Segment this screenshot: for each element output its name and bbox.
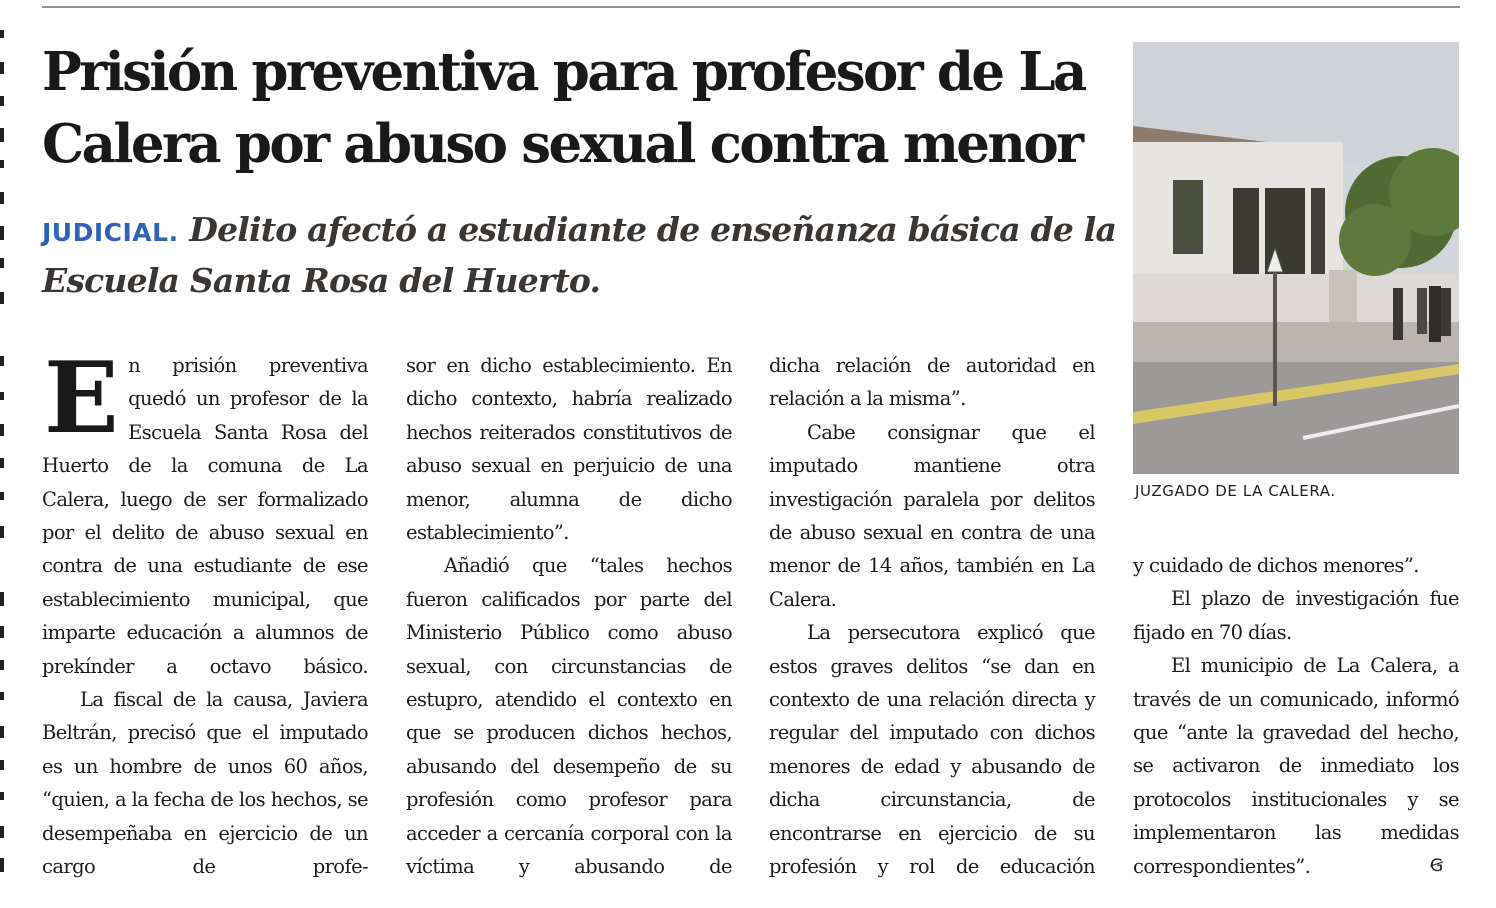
adjacent-column-edge (0, 0, 16, 880)
col2-paragraph-1: sor en dicho establecimiento. En dicho contexto, habría realizado hechos reiterados constitutivos de abuso sexual en perjuicio de una menor, alumna de dicho establecimiento”. (406, 354, 732, 545)
deck (42, 206, 1132, 305)
section-kicker: JUDICIAL. (42, 218, 179, 247)
col4-paragraph-2: El plazo de investigación fue fijado en 70 días. (1133, 587, 1459, 644)
photo-caption: JUZGADO DE LA CALERA. (1135, 482, 1336, 500)
column-3 (769, 349, 1095, 884)
drop-cap: E (44, 341, 119, 456)
col1-paragraph-1: n prisión preventiva quedó un profesor de la Escuela Santa Rosa del Huerto de la comuna de La Calera, luego de ser formalizado por el delito de abuso sexual en contra de una estudiante de ese establecimiento municipal, que imparte educación a alumnos de prekínder a octavo básico. (42, 354, 368, 678)
col4-paragraph-3: El municipio de La Calera, a través de un comunicado, informó que “ante la gravedad del hecho, se activaron de inmediato los protocolos institucionales y se implementaron las medidas correspondientes”. (1133, 654, 1459, 878)
col3-paragraph-3: La persecutora explicó que estos graves delitos “se dan en contexto de una relación directa y regular del imputado con dichos menores de edad y abusando de dicha circunstancia, de encontrarse en ejercicio de su profesión y rol de educación (769, 621, 1095, 879)
column-1 (42, 341, 368, 884)
col2-paragraph-2: Añadió que “tales hechos fueron calificados por parte del Ministerio Público como abuso sexual, con circunstancias de estupro, atendido el contexto en que se producen dichos hechos, abusando del desempeño de su profesión como profesor para acceder a cercanía corporal con la víctima y abusando de (406, 554, 732, 879)
col3-paragraph-2: Cabe consignar que el imputado mantiene otra investigación paralela por delitos de abuso sexual en contra de una menor de 14 años, también en La Calera. (769, 420, 1095, 611)
court-building-photo (1133, 42, 1459, 474)
end-of-article-icon: Ꞡ (1430, 856, 1444, 876)
deck-text: Delito afectó a estudiante de enseñanza básica de la Escuela Santa Rosa del Huerto. (42, 210, 1117, 300)
col3-paragraph-1: dicha relación de autoridad en relación a la misma”. (769, 354, 1095, 411)
headline: Prisión preventiva para profesor de La Calera por abuso sexual contra menor (42, 41, 1085, 175)
column-2 (406, 349, 732, 884)
col4-paragraph-1: y cuidado de dichos menores”. (1133, 554, 1419, 577)
column-4 (1133, 549, 1459, 883)
top-rule (42, 6, 1460, 8)
col1-paragraph-2: La fiscal de la causa, Javiera Beltrán, precisó que el imputado es un hombre de unos 60 años, “quien, a la fecha de los hechos, se desempeñaba en ejercicio de un cargo de profe- (42, 688, 368, 879)
